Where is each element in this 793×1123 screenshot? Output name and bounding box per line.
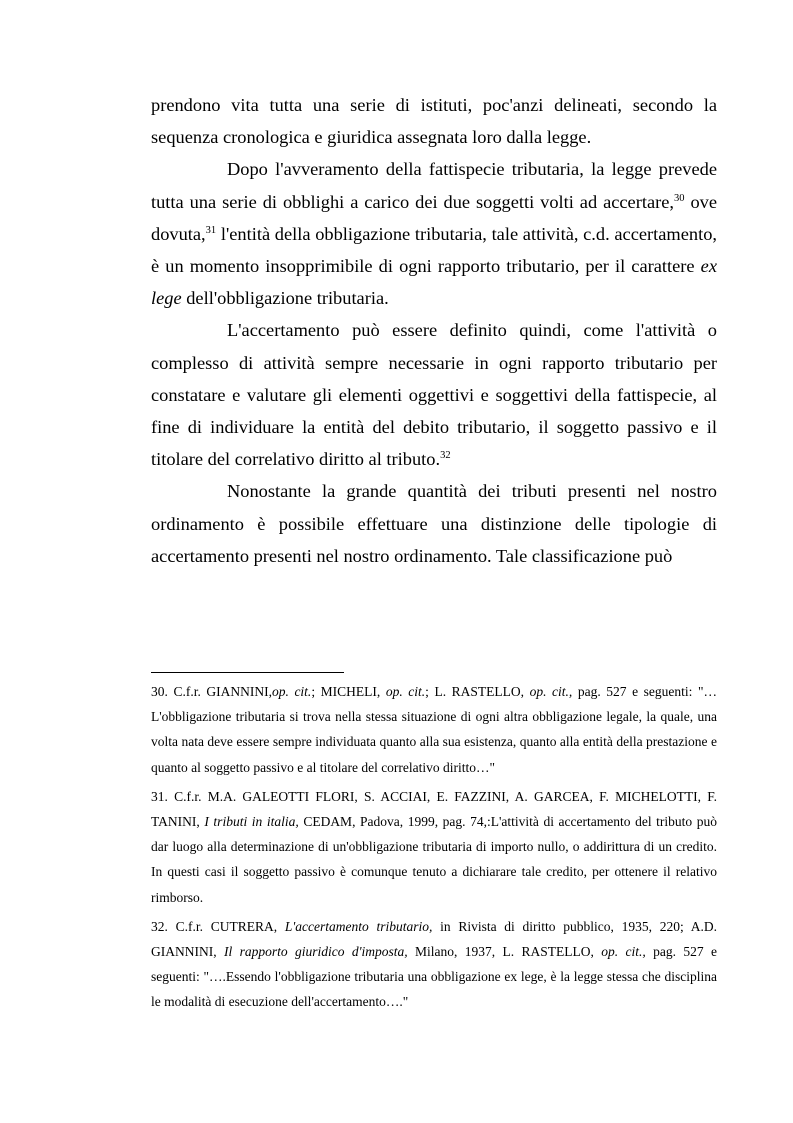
footnote-separator <box>151 672 344 673</box>
footnote-ref-32: 32 <box>440 450 451 462</box>
paragraph-2: Dopo l'avveramento della fattispecie tributaria, la legge prevede tutta una serie di obblighi a carico dei due soggetti volti ad accertare,$^{30}$ ove dovuta,$^{31}$ l'entità della obbligazione tributaria, tale attività, c.d. accertamento, è un momento insopprimibile di ogni rapporto tributario, per il carattere ex lege dell'obbligazione tributaria. <box>151 159 717 309</box>
footnote-ref-30: 30 <box>674 192 685 204</box>
body-text <box>151 89 717 572</box>
paragraph-4: Nonostante la grande quantità dei tributi presenti nel nostro ordinamento è possibile effettuare una distinzione delle tipologie di accertamento presenti nel nostro ordinamento. Tale classificazione può <box>151 481 717 566</box>
paragraph-3: L'accertamento può essere definito quindi, come l'attività o complesso di attività sempre necessarie in ogni rapporto tributario per constatare e valutare gli elementi oggettivi e soggettivi della fattispecie, al fine di individuare la entità del debito tributario, il soggetto passivo e il titolare del correlativo diritto al tributo.$^{32}$ <box>151 320 717 470</box>
footnote-ref-31: 31 <box>205 224 217 236</box>
footnote-31: 31. C.f.r. M.A. GALEOTTI FLORI, S. ACCIAI, E. FAZZINI, A. GARCEA, F. MICHELOTTI, F. TANINI, I tributi in italia, CEDAM, Padova, 1999, pag. 74,:L'attività di accertamento del tributo può dar luogo alla determinazione di un'obbligazione tributaria di importo nullo, o addirittura di un credito. In questi casi il soggetto passivo è comunque tenuto a dichiarare tale credito, per ottenere il relativo rimborso. <box>151 788 717 905</box>
footnotes <box>151 679 717 1019</box>
footnote-32: 32. C.f.r. CUTRERA, L'accertamento tributario, in Rivista di diritto pubblico, 1935, 220; A.D. GIANNINI, Il rapporto giuridico d'imposta, Milano, 1937, L. RASTELLO, op. cit., pag. 527 e seguenti: "….Essendo l'obbligazione tributaria una obbligazione ex lege, è la legge stessa che disciplina le modalità di esecuzione dell'accertamento…." <box>151 918 717 1010</box>
paragraph-1: prendono vita tutta una serie di istituti, poc'anzi delineati, secondo la sequenza cronologica e giuridica assegnata loro dalla legge. <box>151 95 717 148</box>
footnote-30: 30. C.f.r. GIANNINI,op. cit.; MICHELI, op. cit.; L. RASTELLO, op. cit., pag. 527 e seguenti: "…L'obbligazione tributaria si trova nella stessa situazione di ogni altra obbligazione legale, la quale, una volta nata deve essere sempre individuata quanto alla sua esistenza, quanto alla entità della prestazione e quanto al soggetto passivo e al titolare del correlativo diritto…" <box>151 684 717 775</box>
